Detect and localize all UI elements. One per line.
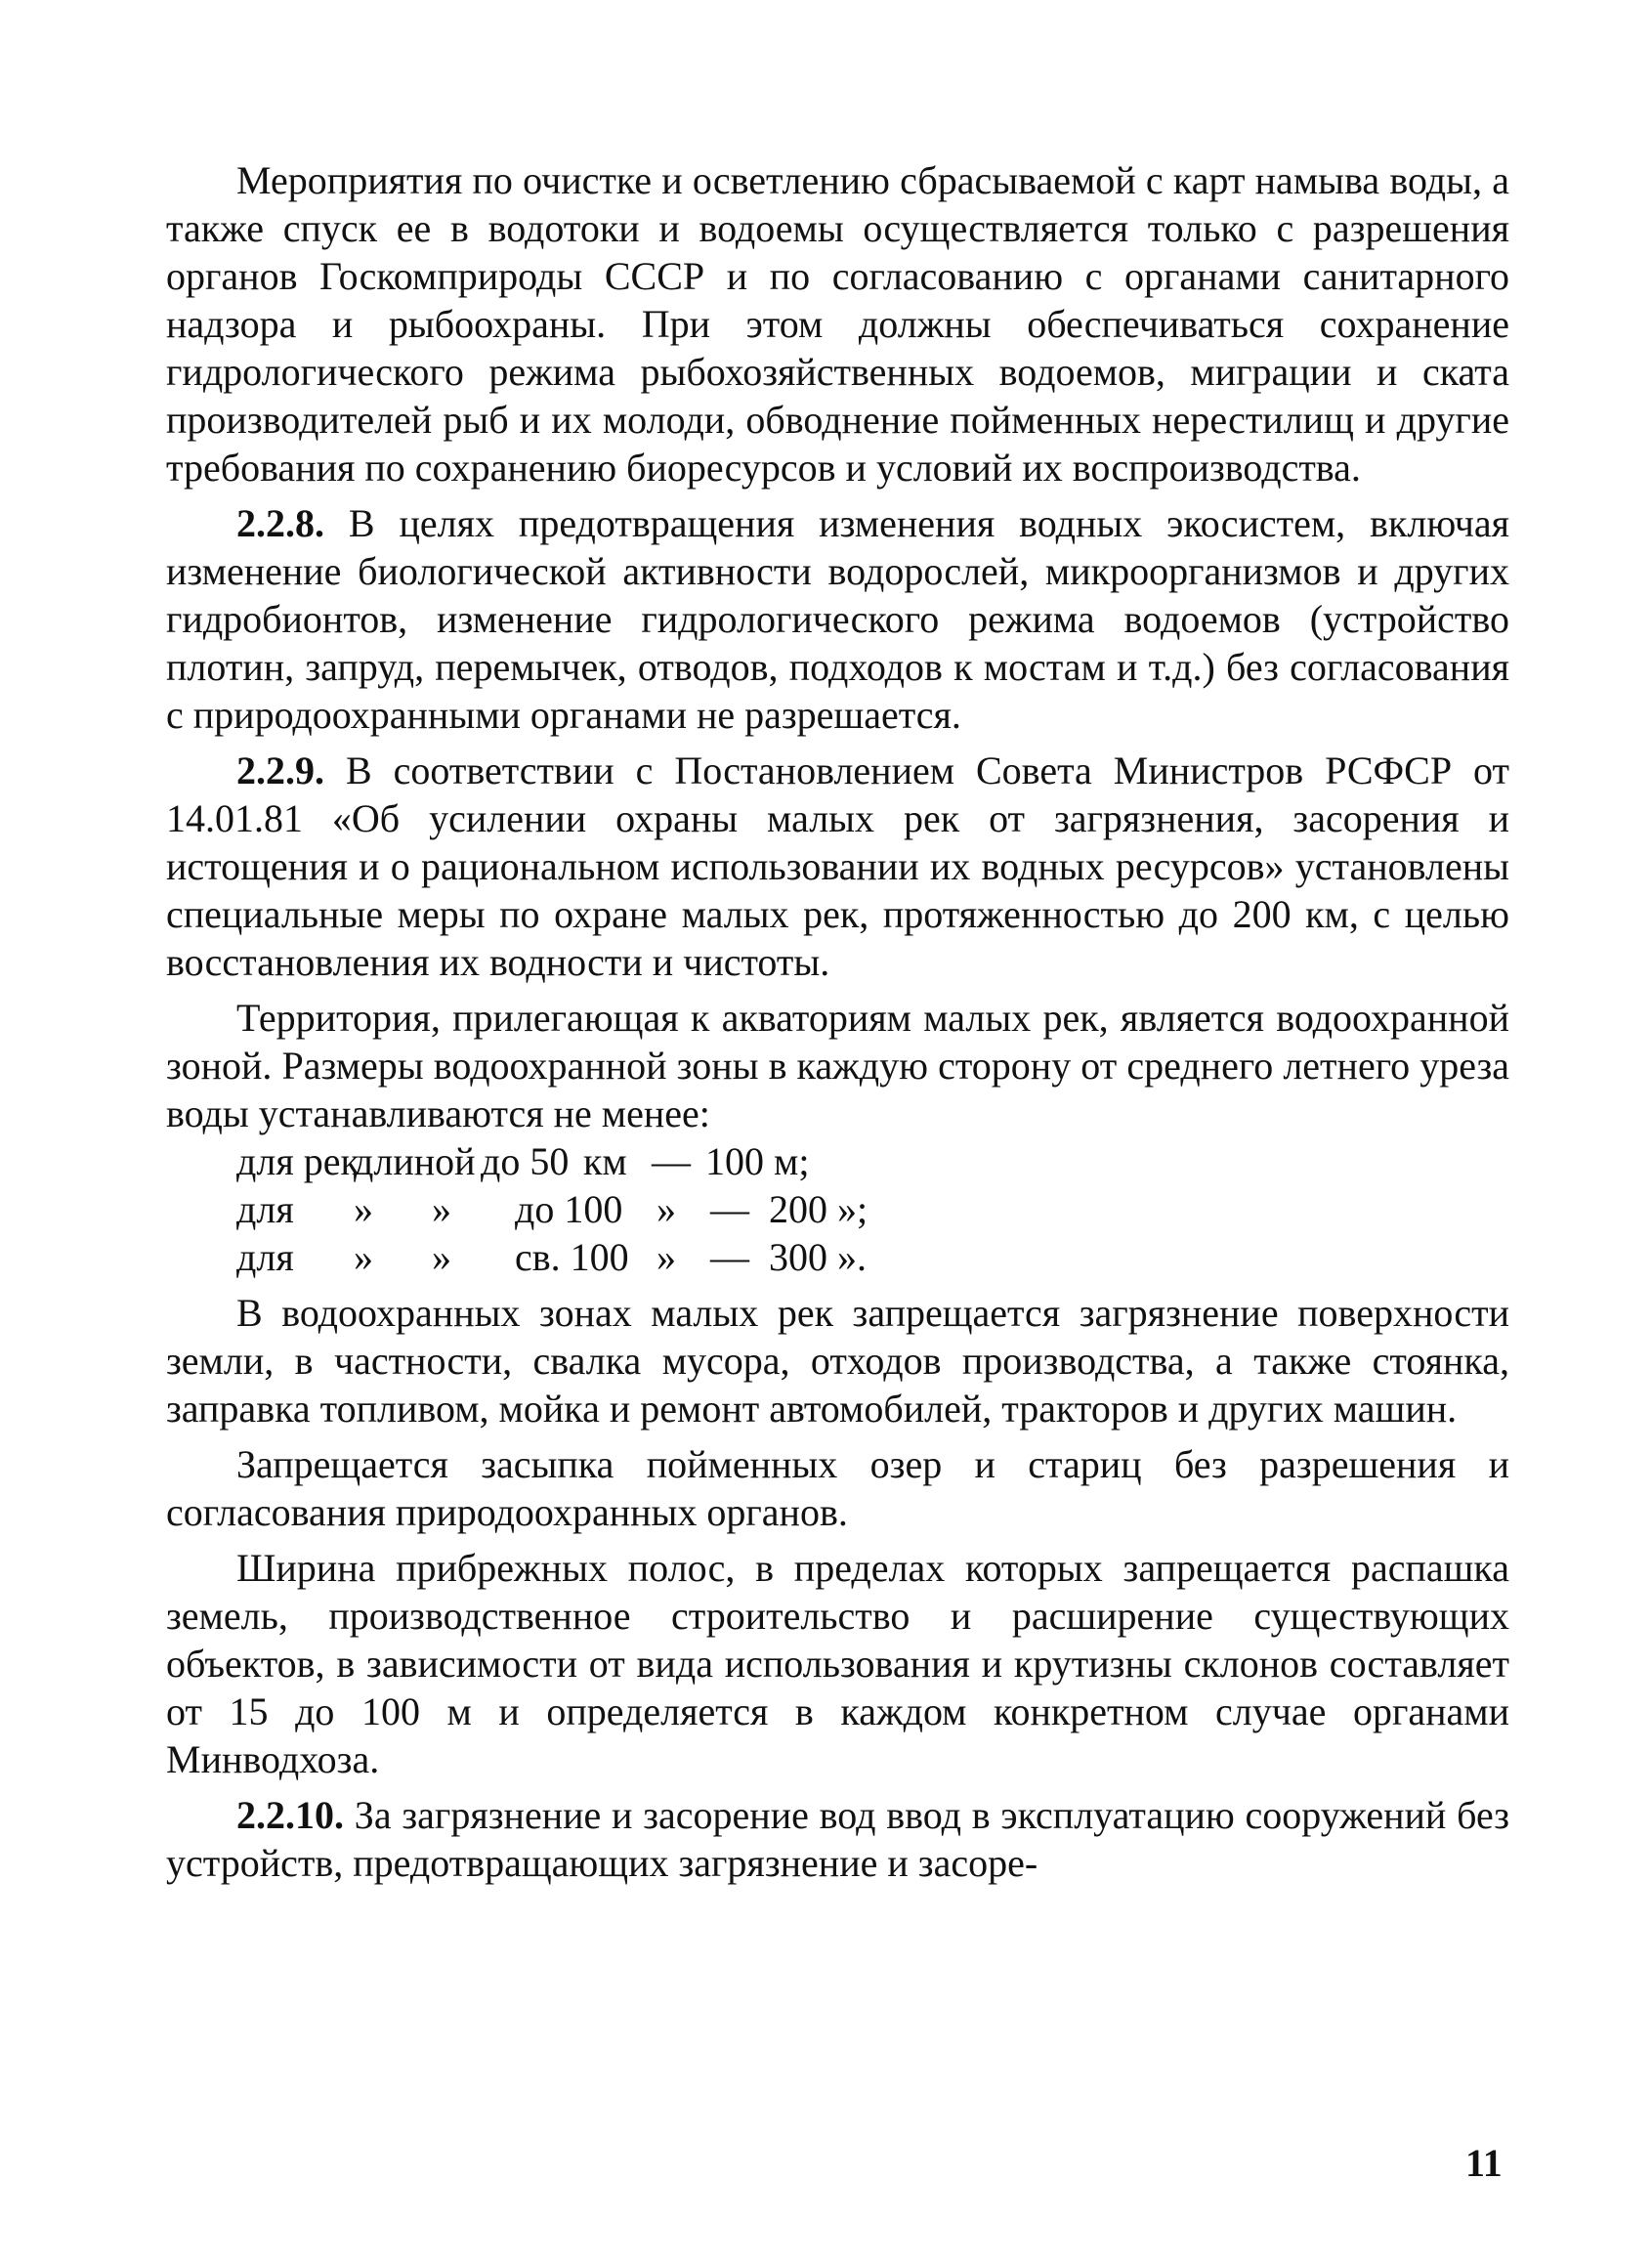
page-number: 11 (1465, 2141, 1503, 2185)
clause-number: 2.2.8. (236, 501, 324, 545)
paragraph-text: Ширина прибрежных полос, в пределах которых запрещается распашка земель, производственное строительство и расширение существующих объектов, в зависимости от вида использования и крутизны склонов составляет от 15 до 100 м и определяется в каждом конкретном случае органами Минводхоза. (166, 1546, 1509, 1781)
table-cell: 100 м; (705, 1139, 810, 1183)
paragraph-text: В целях предотвращения изменения водных экосистем, включая изменение биологической активности водорослей, микроорганизмов и других гидробионтов, изменение гидрологического режима водоемов (устройство плотин, запруд, перемычек, отводов, подходов к мостам и т.д.) без согласования с природоохранными органами не разрешается. (166, 501, 1509, 737)
clause-number: 2.2.10. (236, 1793, 344, 1837)
paragraph-prohibitions (166, 1289, 1509, 1432)
table-cell: — (710, 1235, 749, 1279)
table-row (236, 1233, 1509, 1281)
table-cell: » (657, 1187, 676, 1231)
paragraph-backfill (166, 1440, 1509, 1536)
zone-width-table (236, 1137, 1509, 1281)
table-row (236, 1185, 1509, 1233)
table-cell: для (236, 1235, 294, 1279)
page-body (166, 156, 1509, 1895)
paragraph-text: Мероприятия по очистке и осветлению сбрасываемой с карт намыва воды, а также спуск ее в водотоки и водоемы осуществляется только с разрешения органов Госкомприроды СССР и по согласованию с органами санитарного надзора и рыбоохраны. При этом должны обеспечиваться сохранение гидрологического режима рыбохозяйственных водоемов, миграции и ската производителей рыб и их молоди, обводнение пойменных нерестилищ и другие требования по сохранению биоресурсов и условий их воспроизводства. (166, 158, 1509, 490)
table-cell: 300 ». (769, 1235, 867, 1279)
table-cell: длиной (354, 1139, 476, 1183)
paragraph-2-2-10 (166, 1791, 1509, 1887)
paragraph-2-2-8 (166, 499, 1509, 739)
table-cell: — (652, 1139, 691, 1183)
table-cell: для рек (236, 1139, 360, 1183)
paragraph-text: За загрязнение и засорение вод ввод в эксплуатацию сооружений без устройств, предотвращающих загрязнение и засоре- (166, 1793, 1509, 1885)
table-cell: » (432, 1187, 451, 1231)
table-cell: св. 100 (515, 1235, 629, 1279)
table-row (236, 1137, 1509, 1185)
clause-number: 2.2.9. (236, 748, 324, 792)
table-cell: км (583, 1139, 627, 1183)
table-cell: до 50 (481, 1139, 570, 1183)
paragraph-coastal-strips (166, 1544, 1509, 1783)
paragraph-text: Запрещается засыпка пойменных озер и стариц без разрешения и согласования природоохранных органов. (166, 1442, 1509, 1534)
table-cell: — (710, 1187, 749, 1231)
table-cell: 200 »; (769, 1187, 868, 1231)
paragraph-zone (166, 994, 1509, 1137)
table-cell: » (354, 1187, 373, 1231)
table-cell: » (432, 1235, 451, 1279)
paragraph-text: В водоохранных зонах малых рек запрещается загрязнение поверхности земли, в частности, свалка мусора, отходов производства, а также стоянка, заправка топливом, мойка и ремонт автомобилей, тракторов и других машин. (166, 1291, 1509, 1431)
table-cell: для (236, 1187, 294, 1231)
paragraph-text: Территория, прилегающая к акваториям малых рек, является водоохранной зоной. Размеры водоохранной зоны в каждую сторону от среднего летнего уреза воды устанавливаются не менее: (166, 996, 1509, 1135)
table-cell: до 100 (515, 1187, 623, 1231)
paragraph-intro (166, 156, 1509, 491)
paragraph-text: В соответствии с Постановлением Совета Министров РСФСР от 14.01.81 «Об усилении охраны малых рек от загрязнения, засорения и истощения и о рациональном использовании их водных ресурсов» установлены специальные меры по охране малых рек, протяженностью до 200 км, с целью восстановления их водности и чистоты. (166, 748, 1509, 984)
table-cell: » (354, 1235, 373, 1279)
table-cell: » (657, 1235, 676, 1279)
paragraph-2-2-9 (166, 747, 1509, 986)
